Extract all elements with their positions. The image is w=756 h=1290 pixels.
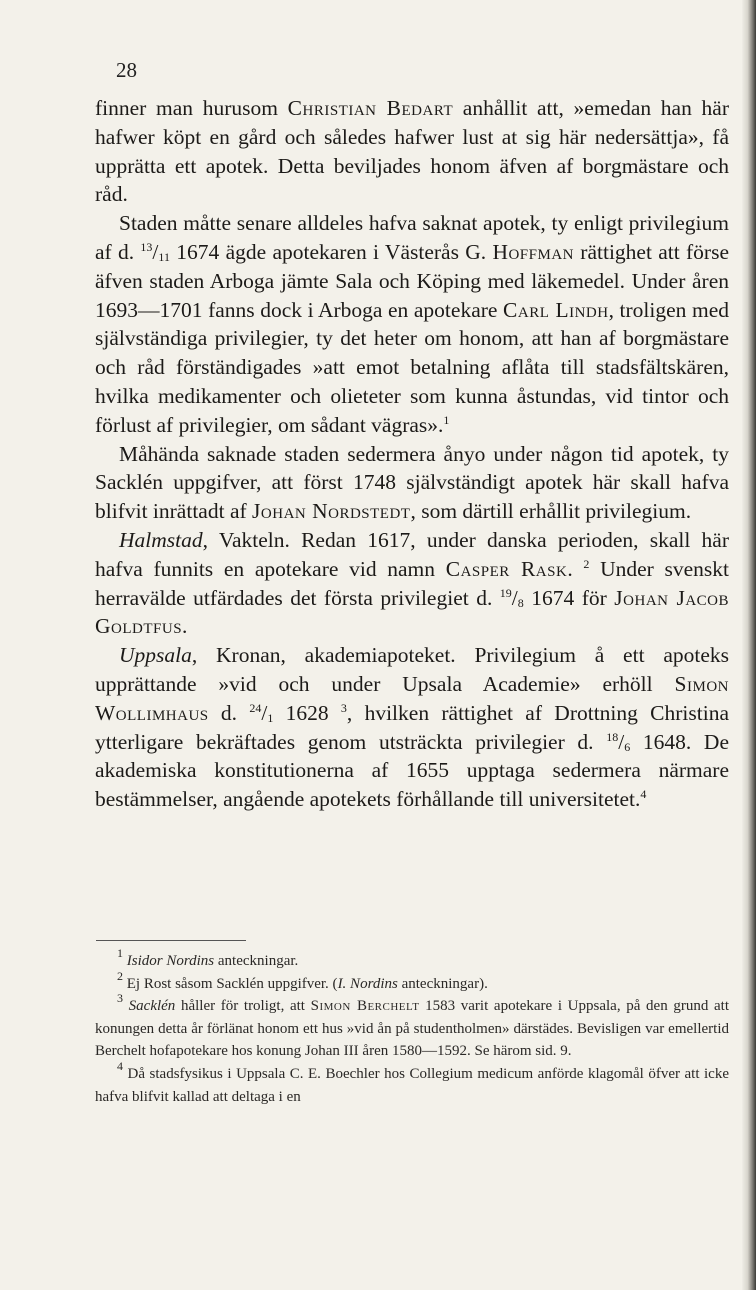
subscript: 6 xyxy=(624,739,631,754)
text-segment: Uppsala xyxy=(119,643,192,668)
superscript: 4 xyxy=(117,1058,123,1073)
text-segment: 1674 ägde apotekaren i Västerås G. xyxy=(169,239,493,264)
footnotes xyxy=(95,946,730,1108)
text-segment: Staden måtte senare alldeles hafva saknat apotek, ty enligt privilegium af d. xyxy=(95,211,729,264)
text-segment: , hvilken rättighet af Drottning Christina ytterligare bekräftades genom utsträckta privilegier d. xyxy=(95,700,730,754)
subscript: 11 xyxy=(158,249,170,264)
paragraph-2 xyxy=(95,209,729,439)
text-segment: / xyxy=(511,585,518,610)
page-edge-shadow xyxy=(742,0,756,1290)
text-segment: . xyxy=(182,614,188,639)
superscript: 3 xyxy=(117,991,123,1006)
footnote-3 xyxy=(95,991,730,1063)
text-segment: . xyxy=(567,556,584,581)
text-segment: / xyxy=(261,700,268,725)
text-segment: 1674 för xyxy=(523,585,615,610)
subscript: 1 xyxy=(267,710,274,725)
text-segment: finner man hurusom xyxy=(95,96,288,120)
text-segment: Christian Bedart xyxy=(287,96,454,120)
text-segment: Johan Nordstedt xyxy=(252,499,411,524)
text-segment: Då stadsfysikus i Uppsala C. E. Boechler hos Collegium medicum anförde klagomål öfver att icke hafva blifvit kallad att deltaga i en xyxy=(95,1065,729,1105)
superscript: 13 xyxy=(140,239,153,254)
text-segment: , troligen med självständiga privilegier, ty det heter om honom, att han af borgmästare och råd förständigades »att emot betalning aflåta till stadsfältskären, hvilka medikamenter och olieteter som kunna åstundas, vid tintor och förlust af privilegier, om sådant vägras». xyxy=(95,297,729,437)
text-segment: Simon Berchelt xyxy=(310,998,420,1015)
superscript: 1 xyxy=(443,412,450,427)
paragraph-5 xyxy=(95,641,729,814)
superscript: 2 xyxy=(117,968,123,983)
superscript: 18 xyxy=(606,729,619,744)
text-segment: , som därtill erhållit privilegium. xyxy=(410,499,692,524)
footnote-rule xyxy=(96,940,246,941)
text-segment: Carl Lindh xyxy=(503,297,609,322)
superscript: 19 xyxy=(499,585,512,600)
superscript: 2 xyxy=(583,556,590,571)
text-segment: / xyxy=(152,239,159,264)
subscript: 8 xyxy=(517,595,524,610)
text-segment: anhållit att, »emedan han här hafwer köpt en gård och således hafwer lust at sig här nedersättja», få upprätta ett apotek. Detta beviljades honom äfven af borgmästare och råd. xyxy=(95,96,729,207)
text-segment: Under svenskt herravälde utfärdades det första privilegiet d. xyxy=(95,556,730,610)
superscript: 24 xyxy=(249,700,262,715)
text-segment: Måhända saknade staden sedermera ånyo under någon tid apotek, ty Sacklén uppgifver, att först 1748 självständigt apotek här skall hafva blifvit inrättadt af xyxy=(95,441,729,524)
text-segment: , Kronan, akademiapoteket. Privilegium å ett apoteks upprättande »vid och under Upsala Academie» erhöll xyxy=(95,643,729,696)
paragraph-4 xyxy=(95,526,729,641)
text-segment: d. xyxy=(208,700,250,725)
footnote-1 xyxy=(95,946,729,973)
footnote-2 xyxy=(95,968,729,996)
text-segment: 1628 xyxy=(273,700,341,725)
text-segment: Halmstad xyxy=(119,527,203,552)
paragraph-3 xyxy=(95,440,729,526)
text-segment: , Vakteln. Redan 1617, under danska perioden, skall här hafva funnits en apotekare vid namn xyxy=(95,527,729,581)
text-segment: anteckningar). xyxy=(397,975,488,992)
paragraph-1 xyxy=(95,94,729,209)
text-segment: rättighet att förse äfven staden Arboga jämte Sala och Köping med läkemedel. Under åren 1693—1701 fanns dock i Arboga en apotekare xyxy=(95,239,729,322)
text-segment: Hoffman xyxy=(492,239,574,264)
superscript: 1 xyxy=(117,946,123,960)
text-segment: 1648. De akademiska konstitutionerna af 1655 upptaga sedermera närmare bestämmelser, angående apotekets förhållande till universitetet. xyxy=(95,729,729,812)
text-segment: / xyxy=(618,729,625,754)
text-segment: Casper Rask xyxy=(445,556,568,581)
text-segment: Ej Rost såsom Sacklén uppgifver. ( xyxy=(123,975,338,992)
text-segment: Sacklén xyxy=(128,998,176,1015)
footnote-4 xyxy=(95,1058,729,1108)
superscript: 3 xyxy=(340,700,347,715)
superscript: 4 xyxy=(640,787,647,802)
text-segment: Johan Jacob Goldtfus xyxy=(95,585,729,639)
main-text xyxy=(95,94,729,814)
page-number: 28 xyxy=(116,58,137,82)
text-segment: Isidor Nordins xyxy=(126,953,215,969)
text-segment: håller för troligt, att xyxy=(175,998,311,1015)
text-segment: anteckningar. xyxy=(214,953,299,969)
text-segment: I. Nordins xyxy=(337,975,398,992)
text-segment: Simon Wollimhaus xyxy=(95,671,729,725)
text-segment: 1583 varit apotekare i Uppsala, på den grund att konungen detta år förlänat honom ett hus »vid ån på studentholmen» därstädes. Bevisligen var emellertid Berchelt hofapotekare hos konung Johan III åren 1580—1592. Se härom sid. 9. xyxy=(95,998,730,1060)
